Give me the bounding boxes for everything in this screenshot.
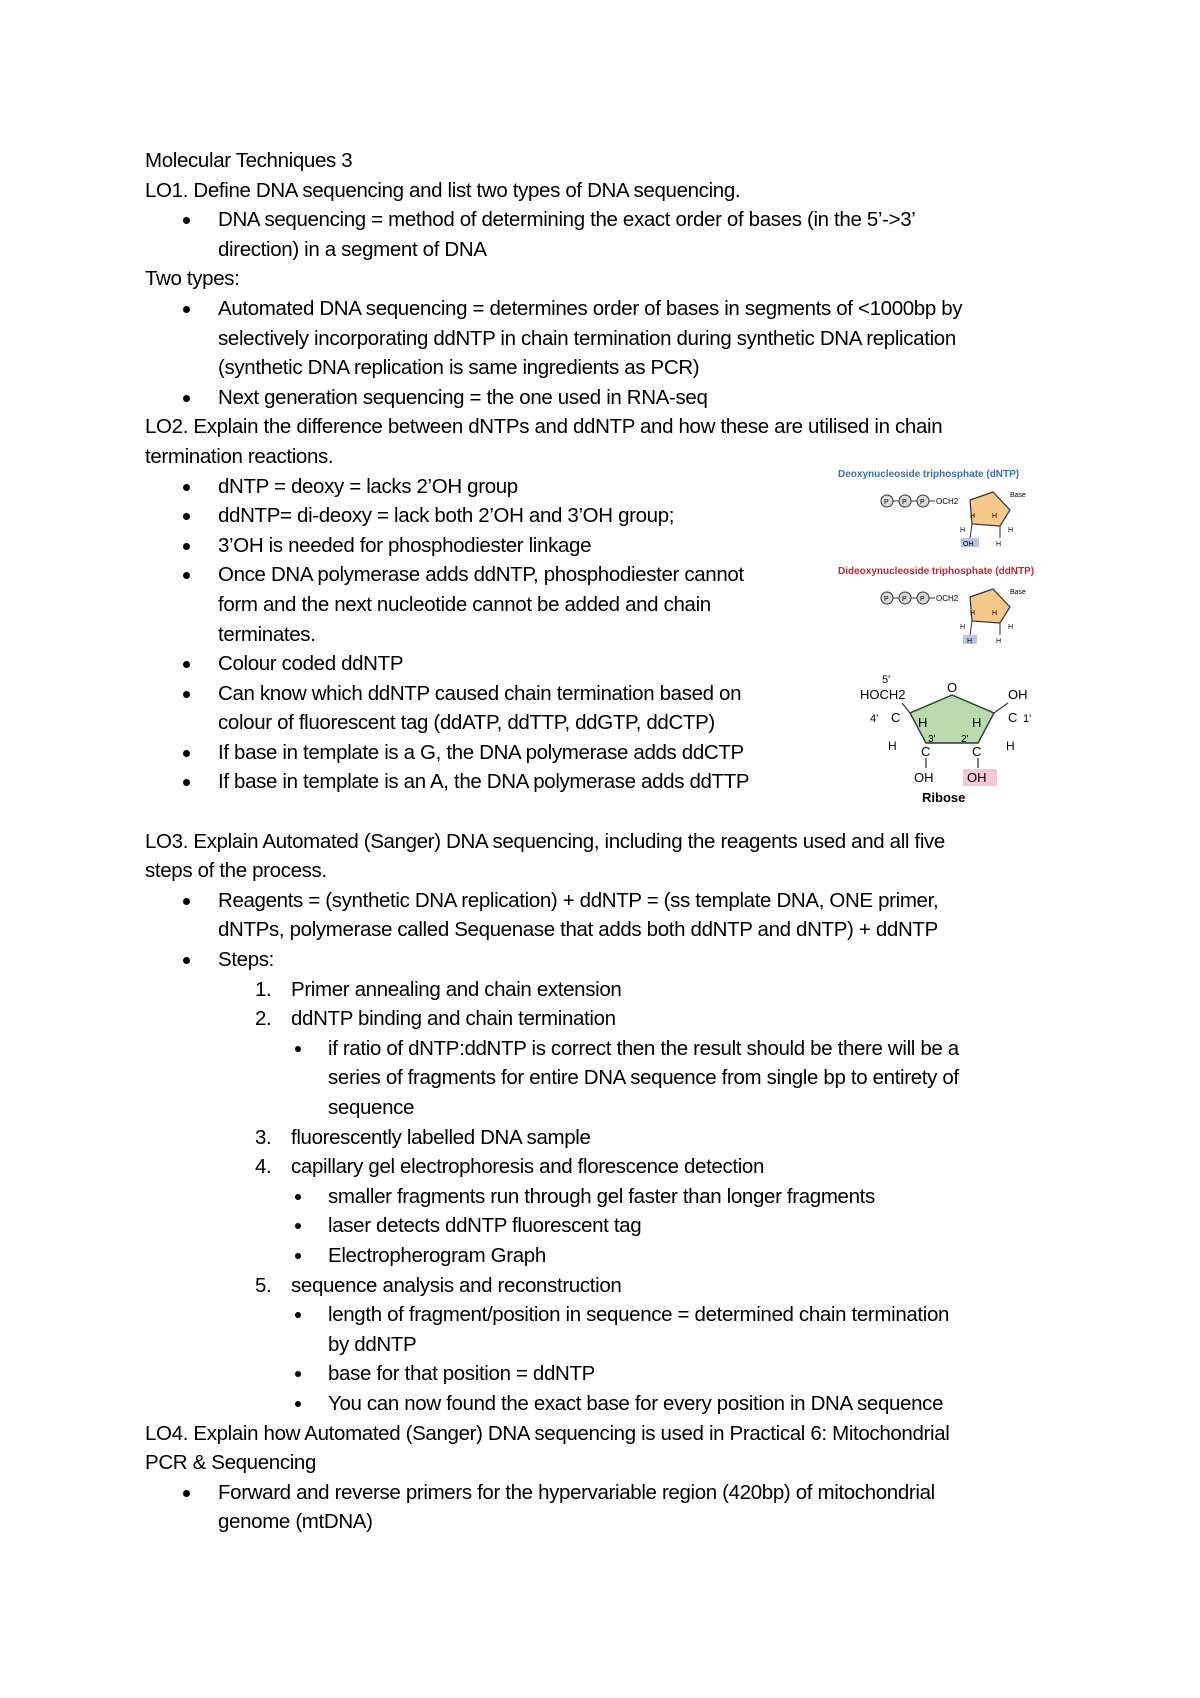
nucleotide-figures [830, 466, 1080, 806]
och2-label: OCH2 [936, 594, 959, 603]
list-item [145, 1034, 1075, 1123]
five-prime-label: 5' [882, 674, 891, 686]
lo3-step4-sub3: Electropherogram Graph [328, 1243, 546, 1267]
step-number: 4. [255, 1155, 272, 1179]
carbon-label: C [891, 710, 901, 725]
lo2-b4-line1: Once DNA polymerase adds ddNTP, phosphodiester cannot [218, 563, 744, 587]
lo2-b6-line1: Can know which ddNTP caused chain termination based on [218, 681, 742, 705]
list-item [145, 1271, 1075, 1301]
lo2-b7: If base in template is a G, the DNA polymerase adds ddCTP [218, 740, 744, 764]
base-label: Base [1010, 492, 1026, 499]
step-number: 3. [255, 1125, 272, 1149]
h-label: H [960, 527, 966, 534]
ddntp-title: Dideoxynucleoside triphosphate (ddNTP) [838, 566, 1035, 577]
lo3-steps-label: Steps: [218, 948, 275, 972]
phosphate-label: P [920, 499, 925, 506]
lo3-reagents-line2: dNTPs, polymerase called Sequenase that adds both ddNTP and dNTP) + ddNTP [218, 918, 938, 942]
h-label: H [970, 513, 976, 520]
h-label: H [1008, 624, 1014, 631]
sugar-ring [970, 492, 1010, 526]
h-label: H [992, 610, 998, 617]
list-item [145, 1211, 1075, 1241]
list-item [145, 294, 1075, 383]
bond-line [970, 621, 972, 635]
h-label: H [992, 513, 998, 520]
list-item [145, 1300, 1075, 1359]
lo3-reagents-line1: Reagents = (synthetic DNA replication) + ddNTP = (ss template DNA, ONE primer, [218, 888, 939, 912]
nucleotide-diagram [830, 466, 1080, 806]
hoch2-label: HOCH2 [860, 687, 906, 702]
lo3-step4-sub1: smaller fragments run through gel faster than longer fragments [328, 1184, 875, 1208]
document-body [145, 146, 1075, 1537]
lo4-b1-line2: genome (mtDNA) [218, 1510, 373, 1534]
ring-oxygen-label: O [947, 680, 958, 695]
carbon-label: C [972, 744, 982, 759]
dntp-structure [881, 492, 1026, 548]
list-item [145, 945, 1075, 975]
lo3-step4: capillary gel electrophoresis and florescence detection [291, 1155, 765, 1179]
h-label: H [918, 715, 928, 730]
lo2-heading-line2: termination reactions. [145, 444, 334, 468]
lo3-step3: fluorescently labelled DNA sample [291, 1125, 591, 1149]
lo1-ngs: Next generation sequencing = the one used in RNA-seq [218, 385, 708, 409]
document-title: Molecular Techniques 3 [145, 149, 353, 172]
phosphate-label: P [884, 499, 889, 506]
list-item [145, 205, 1075, 264]
lo3-steps-list [145, 975, 1075, 1419]
step-number: 2. [255, 1007, 272, 1031]
oh-label: OH [1008, 687, 1028, 702]
lo4-list [145, 1478, 1075, 1537]
lo2-heading-line1: LO2. Explain the difference between dNTPs and ddNTP and how these are utilised in chain [145, 415, 943, 439]
lo4-b1-line1: Forward and reverse primers for the hypervariable region (420bp) of mitochondrial [218, 1480, 935, 1504]
base-label: Base [1010, 589, 1026, 596]
lo2-b4-line3: terminates. [218, 622, 316, 646]
phosphate-label: P [902, 499, 907, 506]
list-item [145, 1241, 1075, 1271]
lo2-b8: If base in template is an A, the DNA polymerase adds ddTTP [218, 770, 750, 794]
three-prime-label: 3' [928, 734, 936, 745]
lo3-heading-line1: LO3. Explain Automated (Sanger) DNA sequencing, including the reagents used and all five [145, 829, 945, 853]
phosphate-label: P [884, 596, 889, 603]
h-label: H [996, 638, 1002, 645]
ribose-structure [860, 674, 1031, 805]
lo1-definition-list [145, 205, 1075, 264]
ddntp-structure [881, 589, 1026, 645]
lo1-auto-line3: (synthetic DNA replication is same ingredients as PCR) [218, 356, 700, 380]
sugar-ring [970, 589, 1010, 623]
lo1-heading: LO1. Define DNA sequencing and list two types of DNA sequencing. [145, 178, 741, 202]
lo2-b5: Colour coded ddNTP [218, 652, 404, 676]
lo3-step4-sub2: laser detects ddNTP fluorescent tag [328, 1214, 642, 1238]
phosphate-label: P [902, 596, 907, 603]
dntp-title: Deoxynucleoside triphosphate (dNTP) [838, 469, 1020, 480]
lo3-list [145, 886, 1075, 975]
h-label: H [1006, 739, 1015, 753]
h-label: H [967, 638, 973, 645]
four-prime-label: 4' [870, 713, 879, 725]
lo2-b3: 3’OH is needed for phosphodiester linkage [218, 533, 592, 557]
carbon-label: C [1008, 710, 1018, 725]
lo3-step5-sub2: base for that position = ddNTP [328, 1362, 595, 1386]
lo1-def-line1: DNA sequencing = method of determining the exact order of bases (in the 5’->3’ [218, 208, 916, 232]
list-item [145, 1182, 1075, 1212]
list-item [145, 1389, 1075, 1419]
lo3-step5-sub1-line1: length of fragment/position in sequence = determined chain termination [328, 1303, 950, 1327]
lo3-step5: sequence analysis and reconstruction [291, 1273, 622, 1297]
lo1-auto-line2: selectively incorporating ddNTP in chain termination during synthetic DNA replication [218, 326, 956, 350]
lo3-step1: Primer annealing and chain extension [291, 977, 622, 1001]
list-item [145, 886, 1075, 945]
two-prime-label: 2' [961, 734, 969, 745]
lo2-b4-line2: form and the next nucleotide cannot be added and chain [218, 592, 711, 616]
lo3-step2: ddNTP binding and chain termination [291, 1007, 616, 1031]
list-item [145, 1478, 1075, 1537]
list-item [145, 1152, 1075, 1182]
one-prime-label: 1' [1023, 713, 1032, 725]
carbon-label: C [921, 744, 931, 759]
step-number: 5. [255, 1273, 272, 1297]
list-item [145, 1123, 1075, 1153]
h-label: H [960, 624, 966, 631]
list-item [145, 1359, 1075, 1389]
list-item [145, 383, 1075, 413]
lo3-step2-sub-line3: sequence [328, 1096, 415, 1119]
lo1-auto-line1: Automated DNA sequencing = determines order of bases in segments of <1000bp by [218, 296, 963, 320]
list-item [145, 975, 1075, 1005]
lo2-b1: dNTP = deoxy = lacks 2’OH group [218, 474, 518, 498]
h-label: H [888, 739, 897, 753]
lo2-b6-line2: colour of fluorescent tag (ddATP, ddTTP, ddGTP, ddCTP) [218, 711, 715, 735]
lo1-types-list [145, 294, 1075, 412]
list-item [145, 1004, 1075, 1034]
phosphate-label: P [920, 596, 925, 603]
h-label: H [970, 610, 976, 617]
step-number: 1. [255, 977, 272, 1001]
bond-line [994, 703, 1008, 713]
lo3-step2-sub-line2: series of fragments for entire DNA sequence from single bp to entirety of [328, 1066, 959, 1090]
h-label: H [996, 541, 1002, 548]
lo3-heading-line2: steps of the process. [145, 859, 327, 883]
lo4-heading-line1: LO4. Explain how Automated (Sanger) DNA sequencing is used in Practical 6: Mitochondrial [145, 1421, 950, 1445]
lo1-two-types: Two types: [145, 267, 240, 291]
lo4-heading-line2: PCR & Sequencing [145, 1451, 317, 1475]
ribose-label: Ribose [922, 790, 966, 805]
lo3-step5-sub3: You can now found the exact base for every position in DNA sequence [328, 1391, 944, 1415]
oh-label: OH [963, 541, 974, 548]
bond-line [970, 524, 972, 538]
lo3-step2-sub-line1: if ratio of dNTP:ddNTP is correct then the result should be there will be a [328, 1036, 959, 1060]
oh-label: OH [914, 770, 934, 785]
och2-label: OCH2 [936, 497, 959, 506]
lo1-def-line2: direction) in a segment of DNA [218, 237, 487, 261]
h-label: H [1008, 527, 1014, 534]
lo2-b2: ddNTP= di-deoxy = lack both 2’OH and 3’OH group; [218, 504, 675, 528]
lo3-step5-sub1-line2: by ddNTP [328, 1332, 417, 1356]
bond-line [902, 703, 910, 713]
h-label: H [972, 715, 982, 730]
oh-label: OH [967, 770, 987, 785]
